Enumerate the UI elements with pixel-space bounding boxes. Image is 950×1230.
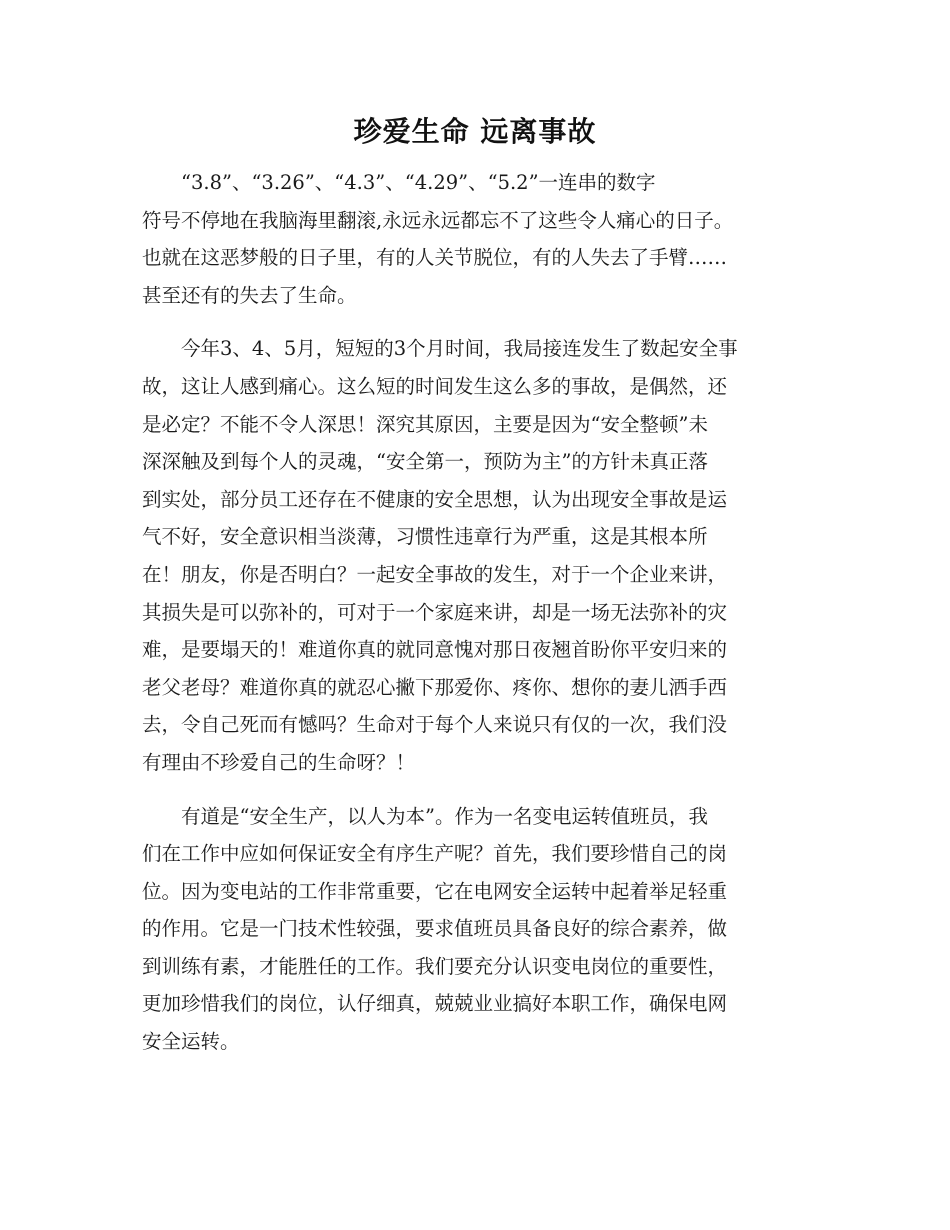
- document-title: 珍爱生命 远离事故: [353, 115, 597, 148]
- text-line: 深深触及到每个人的灵魂，“安全第一，预防为主”的方针未真正落: [142, 450, 708, 474]
- text-line: 到实处，部分员工还存在不健康的安全思想，认为出现安全事故是运: [142, 487, 728, 511]
- text-line: 故，这让人感到痛心。这么短的时间发生这么多的事故，是偶然，还: [142, 374, 728, 398]
- text-line: 有理由不珍爱自己的生命呀？！: [142, 750, 416, 774]
- text-line: 的作用。它是一门技术性较强，要求值班员具备良好的综合素养，做: [142, 917, 728, 941]
- text-line: 安全运转。: [142, 1030, 240, 1054]
- text-line: 是必定？不能不令人深思！深究其原因，主要是因为“安全整顿”未: [142, 412, 708, 436]
- text-line: 其损失是可以弥补的，可对于一个家庭来讲，却是一场无法弥补的灾: [142, 600, 728, 624]
- text-line: 在！朋友，你是否明白？一起安全事故的发生，对于一个企业来讲，: [142, 562, 728, 586]
- text-line: “3.8”、“3.26”、“4.3”、“4.29”、“5.2”一连串的数字: [142, 171, 656, 194]
- paragraph-3: [142, 798, 810, 1061]
- text-line: 气不好，安全意识相当淡薄，习惯性违章行为严重，这是其根本所: [142, 525, 708, 549]
- text-line: 也就在这恶梦般的日子里，有的人关节脱位，有的人失去了手臂……: [142, 246, 728, 270]
- text-line: 今年3、4、5月，短短的3个月时间，我局接连发生了数起安全事: [142, 337, 738, 361]
- text-line: 有道是“安全生产，以人为本”。作为一名变电运转值班员，我: [142, 804, 708, 828]
- paragraph-1: [142, 164, 810, 314]
- text-line: 难，是要塌天的！难道你真的就同意愧对那日夜翘首盼你平安归来的: [142, 638, 728, 662]
- paragraph-2: [142, 330, 810, 781]
- paragraph-gap: [142, 782, 810, 798]
- text-line: 到训练有素，才能胜任的工作。我们要充分认识变电岗位的重要性，: [142, 954, 728, 978]
- paragraph-gap: [142, 314, 810, 330]
- text-line: 位。因为变电站的工作非常重要，它在电网安全运转中起着举足轻重: [142, 879, 728, 903]
- text-line: 更加珍惜我们的岗位，认仔细真，兢兢业业搞好本职工作，确保电网: [142, 992, 728, 1016]
- text-line: 老父老母？难道你真的就忍心撇下那爱你、疼你、想你的妻儿洒手西: [142, 675, 728, 699]
- document-body: [142, 164, 810, 1061]
- text-line: 去，令自己死而有憾吗？生命对于每个人来说只有仅的一次，我们没: [142, 713, 728, 737]
- text-line: 符号不停地在我脑海里翻滚,永远永远都忘不了这些令人痛心的日子。: [142, 208, 734, 232]
- text-line: 们在工作中应如何保证安全有序生产呢？首先，我们要珍惜自己的岗: [142, 842, 728, 866]
- text-line: 甚至还有的失去了生命。: [142, 283, 357, 307]
